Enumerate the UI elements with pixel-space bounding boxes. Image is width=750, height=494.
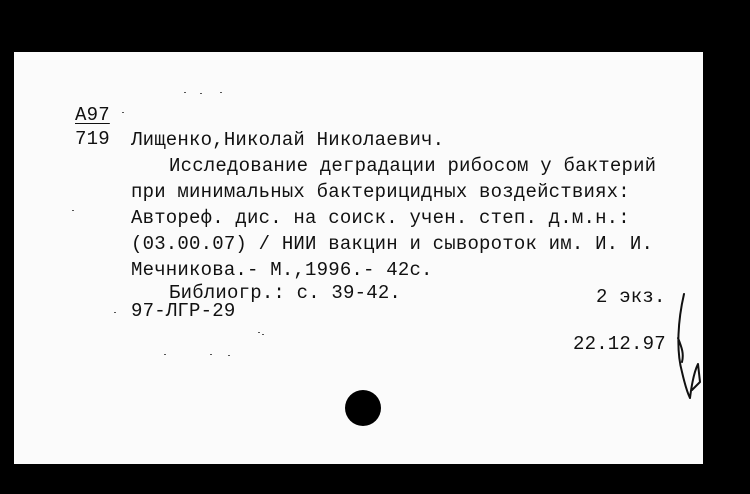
bibliography-note: Библиогр.: с. 39-42.	[169, 282, 402, 304]
title-line-5: Мечникова.- М.,1996.- 42с.	[131, 259, 433, 281]
copies-count: 2 экз.	[596, 286, 666, 308]
accession-code: 97-ЛГР-29	[131, 300, 236, 322]
punch-hole	[345, 390, 381, 426]
scan-speck	[122, 112, 124, 113]
scan-speck	[262, 334, 264, 335]
shelf-mark-line-2: 719	[75, 128, 110, 150]
title-line-4: (03.00.07) / НИИ вакцин и сывороток им. И. И.	[131, 233, 654, 255]
scan-speck	[184, 92, 186, 93]
scan-speck	[228, 355, 230, 356]
scan-speck	[164, 354, 166, 355]
scan-speck	[258, 332, 260, 333]
author-name: Лищенко,Николай Николаевич.	[131, 129, 445, 151]
catalog-card	[14, 52, 703, 464]
title-line-3: Автореф. дис. на соиск. учен. степ. д.м.н.:	[131, 207, 630, 229]
scan-speck	[220, 92, 222, 93]
scan-speck	[200, 93, 202, 94]
title-line-1: Исследование деградации рибосом у бактерий	[169, 155, 657, 177]
handwritten-signature	[668, 290, 702, 400]
scan-speck	[72, 210, 74, 211]
shelf-mark-line-1: А97	[75, 104, 110, 126]
scan-speck	[210, 354, 212, 355]
title-line-2: при минимальных бактерицидных воздействиях:	[131, 181, 630, 203]
date-stamp: 22.12.97	[573, 333, 666, 355]
scan-speck	[114, 312, 116, 313]
